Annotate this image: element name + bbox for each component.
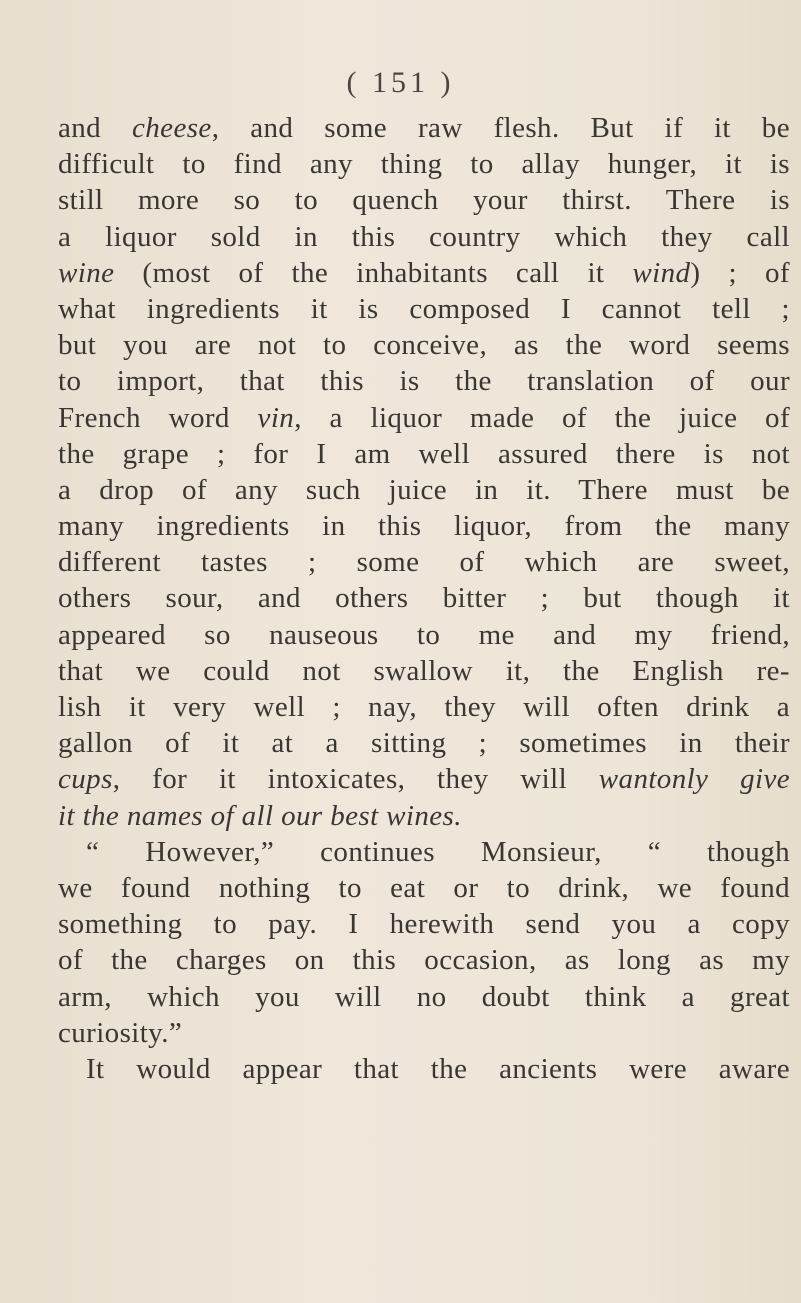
text-line (58, 255, 800, 291)
text-line (58, 906, 800, 942)
text-segment: appeared so nauseous to me and my friend, (58, 618, 790, 651)
text-line (58, 219, 800, 255)
text-segment: that we could not swallow it, the English re- (58, 654, 790, 687)
text-segment: arm, which you will no doubt think a great (58, 980, 790, 1013)
text-line (58, 182, 800, 218)
text-segment (234, 800, 242, 832)
text-line-content (58, 544, 790, 580)
text-line-content (58, 472, 790, 508)
text-line-content (58, 1015, 800, 1051)
text-line-content (58, 979, 790, 1015)
text-segment: difficult to find any thing to allay hunger, it is (58, 148, 790, 181)
text-segment: (most of the inhabitants call it (114, 256, 633, 289)
text-line-content (58, 291, 790, 327)
italic-text: it the names of (58, 799, 234, 832)
text-segment: lish it very well ; nay, they will often drink a (58, 691, 790, 723)
text-segment: many ingredients in this liquor, from the many (58, 510, 790, 543)
text-segment: , and some raw flesh. But if it be (211, 112, 790, 144)
text-line (58, 870, 800, 906)
text-line-content (58, 363, 790, 399)
text-line-content (58, 327, 790, 363)
text-segment: , a liquor made of the juice of (294, 401, 790, 434)
text-line (58, 508, 800, 544)
text-line-content (58, 798, 800, 834)
text-line (58, 1051, 800, 1087)
text-line-content (58, 617, 790, 653)
text-segment: what ingredients it is composed I cannot tell ; (58, 292, 790, 325)
body-text (58, 110, 800, 1087)
text-line-content (58, 906, 790, 942)
text-line (58, 834, 800, 870)
text-segment: French word (58, 401, 258, 434)
text-line-content (58, 436, 790, 472)
text-line-content (58, 653, 790, 689)
text-line-content (58, 870, 790, 906)
italic-text: wind (632, 256, 691, 289)
text-line (58, 363, 800, 399)
text-segment: ) ; of (690, 256, 790, 289)
text-segment: but you are not to conceive, as the word seems (58, 329, 790, 362)
text-line-content (58, 508, 790, 544)
text-segment: different tastes ; some of which are sweet, (58, 546, 790, 579)
italic-text: cups (58, 763, 113, 796)
text-line-content (58, 219, 790, 255)
text-line-content (86, 834, 790, 870)
text-line (58, 544, 800, 580)
text-segment: , for it intoxicates, they will (112, 763, 599, 796)
text-line (58, 146, 800, 182)
text-line (58, 761, 800, 797)
text-line (58, 400, 800, 436)
text-line (58, 472, 800, 508)
italic-text: vin (257, 401, 295, 434)
text-line-content (58, 400, 790, 436)
text-line-content (58, 146, 790, 182)
italic-text: cheese (132, 112, 212, 144)
text-segment: “ However,” continues Monsieur, “ though (86, 835, 790, 868)
text-segment: to import, that this is the translation of our (58, 365, 790, 398)
text-line (58, 327, 800, 363)
text-segment: something to pay. I herewith send you a copy (58, 908, 790, 941)
text-segment: we found nothing to eat or to drink, we found (58, 871, 790, 904)
text-line-content (58, 110, 790, 146)
text-line-content (58, 725, 790, 761)
text-segment: gallon of it at a sitting ; sometimes in their (58, 727, 790, 760)
text-line (58, 689, 800, 725)
text-line-content (58, 255, 790, 291)
text-line (58, 617, 800, 653)
text-segment: still more so to quench your thirst. There is (58, 184, 790, 217)
text-line-content (58, 761, 790, 797)
text-segment: a liquor sold in this country which they call (58, 220, 790, 253)
text-segment: of the charges on this occasion, as long as my (58, 944, 790, 977)
italic-text: wine (58, 256, 115, 289)
text-line-content (86, 1051, 790, 1087)
page-number: ( 151 ) (346, 66, 455, 99)
text-line-content (58, 580, 790, 616)
text-line (58, 291, 800, 327)
text-line-content (58, 689, 790, 725)
text-line (58, 653, 800, 689)
text-line-content (58, 182, 790, 218)
italic-text: all our best wines. (241, 799, 462, 832)
text-line (58, 110, 800, 146)
italic-text: wantonly give (598, 763, 790, 796)
text-line (58, 798, 800, 834)
text-segment: It would appear that the ancients were aware (86, 1052, 790, 1085)
text-segment: and (58, 112, 132, 144)
text-line (58, 979, 800, 1015)
text-segment: a drop of any such juice in it. There must be (58, 473, 790, 506)
text-line (58, 942, 800, 978)
text-line-content (58, 942, 790, 978)
text-segment: others sour, and others bitter ; but though it (58, 582, 790, 615)
text-line (58, 436, 800, 472)
text-line (58, 580, 800, 616)
text-line (58, 725, 800, 761)
text-segment: the grape ; for I am well assured there is not (58, 437, 790, 470)
text-line (58, 1015, 800, 1051)
text-segment: curiosity.” (58, 1016, 183, 1049)
